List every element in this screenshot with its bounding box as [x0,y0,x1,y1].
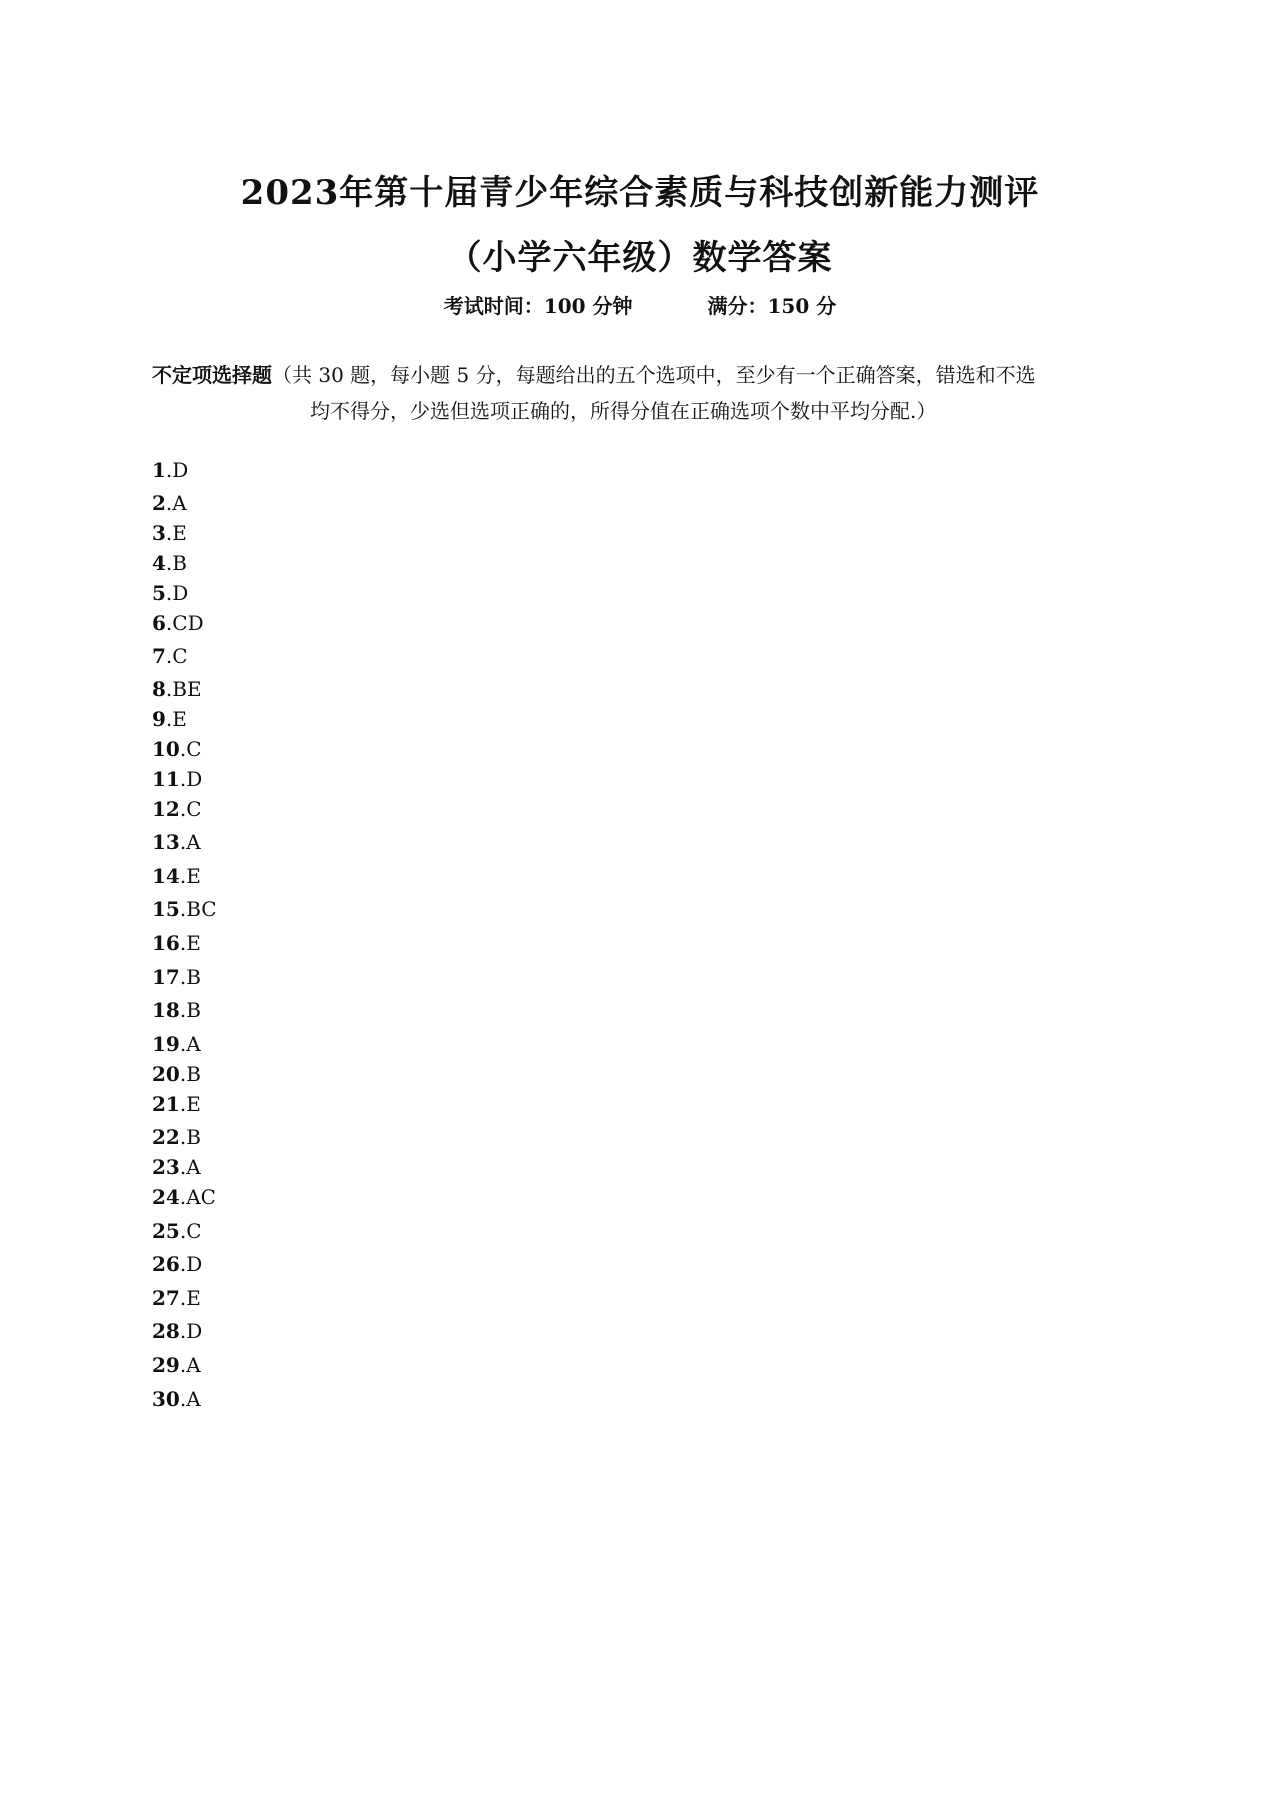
exam-time: 考试时间：100 分钟 [443,294,633,318]
answer-value: .C [179,797,202,821]
question-number: 14 [152,864,180,888]
answer-value: .A [179,1353,201,1377]
answer-value: .C [179,1219,202,1243]
question-number: 29 [152,1353,180,1377]
answer-value: .B [179,998,201,1022]
answer-item [152,737,202,761]
answer-value: .BC [179,897,217,921]
answer-item [152,491,187,515]
exam-meta [0,290,1280,319]
question-number: 17 [152,965,180,989]
question-number: 20 [152,1062,180,1086]
answer-item [152,998,201,1022]
instructions-text-line2: 均不得分，少选但选项正确的，所得分值在正确选项个数中平均分配.） [310,399,937,423]
answer-value: .E [179,864,201,888]
answer-value: .D [165,458,189,482]
answer-item [152,1353,201,1377]
answer-item [152,965,201,989]
question-number: 27 [152,1286,180,1310]
answer-value: .D [179,767,203,791]
question-number: 7 [152,644,166,668]
question-number: 3 [152,521,166,545]
answer-item [152,677,202,701]
answer-value: .E [179,1286,201,1310]
question-number: 8 [152,677,166,701]
answer-value: .D [179,1252,203,1276]
answer-item [152,1185,216,1209]
answer-value: .A [179,1387,201,1411]
answer-item [152,1286,201,1310]
question-number: 2 [152,491,166,515]
answer-value: .B [179,965,201,989]
answer-item [152,797,202,821]
answer-item [152,611,204,635]
question-number: 21 [152,1092,180,1116]
question-number: 24 [152,1185,180,1209]
question-number: 18 [152,998,180,1022]
question-number: 23 [152,1155,180,1179]
question-number: 16 [152,931,180,955]
answer-item [152,1062,201,1086]
question-number: 15 [152,897,180,921]
answer-item [152,1155,201,1179]
answer-value: .B [165,551,187,575]
answer-item [152,551,187,575]
answer-item [152,458,188,482]
question-number: 4 [152,551,166,575]
answer-value: .E [179,931,201,955]
question-number: 26 [152,1252,180,1276]
answer-value: .D [165,581,189,605]
answer-item [152,1387,201,1411]
answer-item [152,521,187,545]
answer-value: .E [165,707,187,731]
question-number: 25 [152,1219,180,1243]
question-number: 22 [152,1125,180,1149]
answer-item [152,1252,202,1276]
answer-item [152,931,201,955]
answer-item [152,830,201,854]
answer-item [152,581,188,605]
answer-value: .AC [179,1185,216,1209]
answer-value: .A [165,491,187,515]
page-subtitle: （小学六年级）数学答案 [447,238,833,278]
question-number: 13 [152,830,180,854]
answer-value: .D [179,1319,203,1343]
answer-item [152,1219,202,1243]
answer-value: .A [179,830,201,854]
answer-value: .A [179,1032,201,1056]
answer-item [152,644,188,668]
question-number: 9 [152,707,166,731]
answer-value: .B [179,1062,201,1086]
answer-item [152,707,187,731]
full-score: 满分：150 分 [707,294,837,318]
answer-item [152,1125,201,1149]
question-number: 11 [152,767,180,791]
question-number: 1 [152,458,166,482]
answer-item [152,1092,201,1116]
answer-item [152,1032,201,1056]
answer-value: .B [179,1125,201,1149]
question-number: 12 [152,797,180,821]
page-title: 2023年第十届青少年综合素质与科技创新能力测评 [240,173,1040,213]
answer-item [152,1319,202,1343]
answer-value: .C [179,737,202,761]
answer-value: .BE [165,677,202,701]
question-number: 5 [152,581,166,605]
question-number: 30 [152,1387,180,1411]
question-number: 10 [152,737,180,761]
section-instructions [152,357,1142,429]
section-heading: 不定项选择题 [152,363,272,387]
question-number: 19 [152,1032,180,1056]
answer-value: .E [165,521,187,545]
answer-value: .CD [165,611,204,635]
question-number: 28 [152,1319,180,1343]
instructions-text-line1: （共 30 题，每小题 5 分，每题给出的五个选项中，至少有一个正确答案，错选和不选 [272,363,1036,387]
answer-item [152,767,202,791]
answer-value: .A [179,1155,201,1179]
answer-item [152,864,201,888]
answer-item [152,897,217,921]
question-number: 6 [152,611,166,635]
answer-value: .E [179,1092,201,1116]
answer-value: .C [165,644,188,668]
